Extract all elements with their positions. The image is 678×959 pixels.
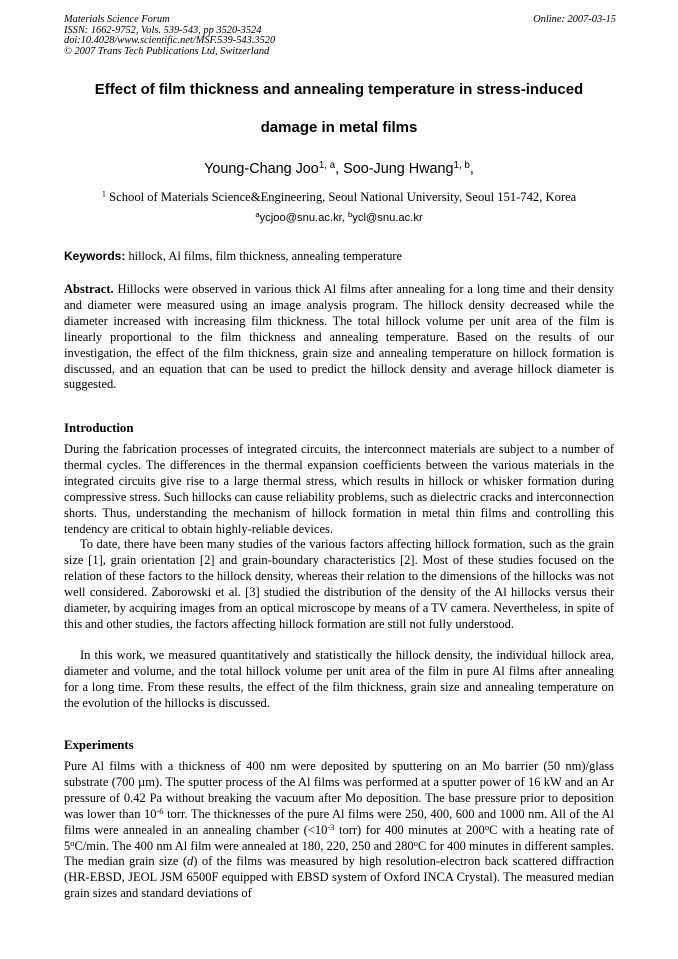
author-separator: , <box>335 161 344 177</box>
author-list <box>40 160 638 178</box>
email-separator: , <box>341 212 349 224</box>
keywords-label: Keywords: <box>64 249 126 263</box>
email-a: ycjoo@snu.ac.kr <box>259 212 342 224</box>
abstract-label: Abstract. <box>64 282 114 296</box>
abstract <box>64 282 614 393</box>
journal-header <box>64 15 616 57</box>
doi-line: doi:10.4028/www.scientific.net/MSF.539-543.3520 <box>64 35 276 47</box>
experiments-paragraph-1 <box>64 759 614 902</box>
exp-text-2: torr. The thicknesses of the pure Al films were 250, 400, 600 and 1000 nm. All of the Al films were annealed in an annealing chamber (<10 <box>64 806 615 837</box>
journal-name: Materials Science Forum <box>64 14 170 25</box>
email-b-marker: b <box>348 210 353 220</box>
author-2-affil: 1, b <box>453 160 470 172</box>
exp-sup-3: o <box>484 821 490 832</box>
online-date: Online: 2007-03-15 <box>533 14 616 25</box>
issn-line: ISSN: 1662-9752, Vols. 539-543, pp 3520-3524 <box>64 24 262 36</box>
introduction-heading: Introduction <box>64 421 134 435</box>
introduction-paragraph-1: During the fabrication processes of integrated circuits, the interconnect materials are subject to a number of thermal cycles. The differences in the thermal expansion coefficients between the various materials in the integrated circuits give rise to a large thermal stress, which results in hillock or whisker formation during compressive stress. Such hillocks can cause reliability problems, such as dielectric cracks and interconnection shorts. Thus, understanding the mechanism of hillock formation in metal thin films and controlling this tendency are critical to obtain highly-reliable devices. <box>64 442 614 536</box>
introduction-paragraph-2: To date, there have been many studies of the various factors affecting hillock formation, such as the grain size [1], grain orientation [2] and grain-boundary characteristics [2]. Most of these studies focused on the relation of these factors to the hillock density, whereas their relation to the dimensions of the hillocks was not well considered. Zaborowski et al. [3] studied the distribution of the density of the Al hillocks versus their diameter, by acquiring images from an optical microscope by means of a TV camera. Nevertheless, in spite of this and other studies, the factors affecting hillock formation are still not fully understood. <box>64 537 614 631</box>
email-b: ycl@snu.ac.kr <box>352 212 423 224</box>
paper-title-line-1: Effect of film thickness and annealing temperature in stress-induced <box>94 81 584 98</box>
introduction-paragraph-3: In this work, we measured quantitatively and statistically the hillock density, the individual hillock area, diameter and volume, and the total hillock volume per unit area of the film in pure Al films after annealing for a long time. From these results, the effect of the film thickness, grain size and annealing temperature on the evolution of the hillocks is discussed. <box>64 648 614 710</box>
exp-sup-5: o <box>413 837 418 848</box>
author-end: , <box>469 161 474 177</box>
exp-sup-1: -6 <box>156 805 164 816</box>
affiliation <box>40 189 638 205</box>
author-2: Soo-Jung Hwang <box>343 161 454 177</box>
paper-title-line-2: damage in metal films <box>260 119 418 136</box>
exp-italic-d: d <box>187 854 194 869</box>
affiliation-marker: 1 <box>101 188 106 199</box>
exp-text-4: C with a heating rate of 5 <box>64 822 615 853</box>
email-a-marker: a <box>255 210 260 220</box>
affiliation-text: School of Materials Science&Engineering, Seoul National University, Seoul 151-742, Korea <box>105 190 577 204</box>
keywords-text: hillock, Al films, film thickness, annealing temperature <box>125 249 403 263</box>
author-1: Young-Chang Joo <box>204 161 319 177</box>
exp-text-3: torr) for 400 minutes at 200 <box>334 822 485 837</box>
keywords <box>64 248 624 264</box>
exp-sup-4: o <box>70 837 75 848</box>
copyright-line: © 2007 Trans Tech Publications Ltd, Switzerland <box>64 45 270 57</box>
abstract-text: Hillocks were observed in various thick Al films after annealing for a long time and their density and diameter were measured using an image analysis program. The hillock density decreased while the diameter increased with increasing film thickness. The total hillock volume per unit area of the film is linearly proportional to the film thickness and annealing temperature. Based on the results of our investigation, the effect of the film thickness, grain size and annealing temperature on hillock formation is discussed, and an equation that can be used to predict the hillock density and average hillock diameter is suggested. <box>64 282 614 392</box>
author-1-affil: 1, a <box>318 160 336 172</box>
experiments-heading: Experiments <box>64 738 134 752</box>
exp-sup-2: -3 <box>327 821 335 832</box>
exp-text-1: Pure Al films with a thickness of 400 nm were deposited by sputtering on an Mo barrier (50 nm)/glass substrate (700 µm). The sputter process of the Al films was performed at a sputter power of 16 kW and an Ar pressure of 0.42 Pa without breaking the vacuum after Mo deposition. The base pressure prior to deposition was lower than 10 <box>64 759 614 821</box>
exp-text-6: C for 400 minutes in different samples. The median grain size ( <box>64 838 614 869</box>
author-emails <box>40 211 638 225</box>
exp-text-5: C/min. The 400 nm Al film were annealed at 180, 220, 250 and 280 <box>74 838 414 853</box>
exp-text-7: ) of the films was measured by high resolution-electron back scattered diffraction (HR-EBSD, JEOL JSM 6500F equipped with EBSD system of Oxford INCA Crystal). The measured median grain sizes and standard deviations of <box>64 854 614 901</box>
